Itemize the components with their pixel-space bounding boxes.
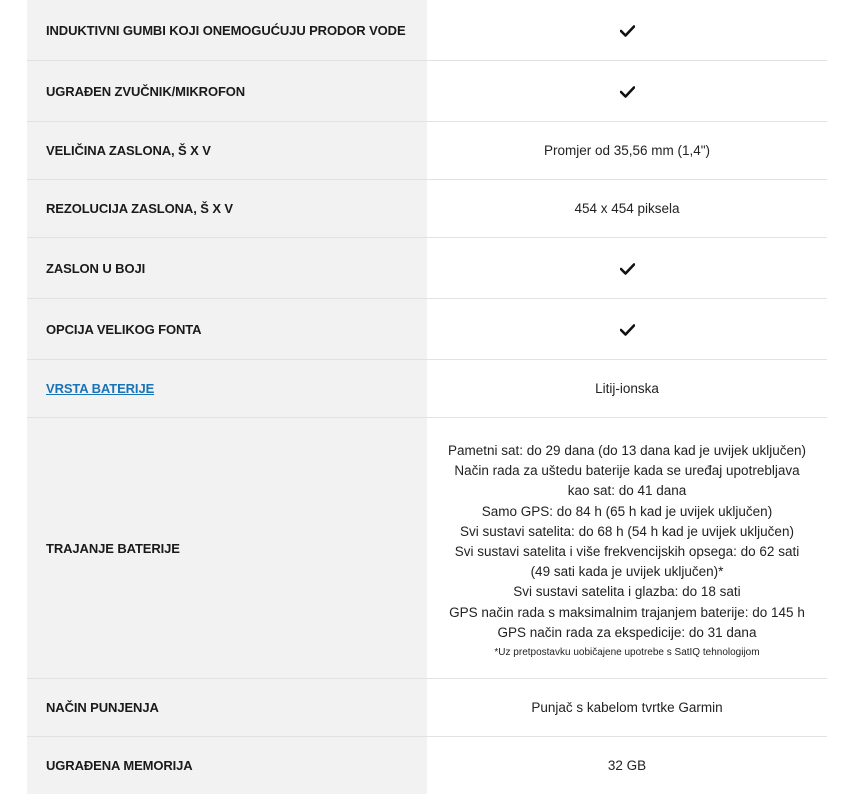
battery-life-line: Svi sustavi satelita i glazba: do 18 sati (513, 584, 741, 600)
spec-label-cell (27, 737, 427, 794)
spec-row-display-size (27, 122, 827, 180)
spec-row-display-resolution (27, 180, 827, 238)
spec-value-cell (427, 679, 827, 736)
spec-value: 32 GB (607, 757, 647, 773)
battery-life-line: Pametni sat: do 29 dana (do 13 dana kad je uvijek uključen) (448, 442, 806, 458)
spec-table (27, 0, 827, 794)
spec-value-cell (427, 0, 827, 60)
spec-label-cell (27, 418, 427, 678)
spec-label-cell (27, 61, 427, 121)
spec-row-waterproof-buttons (27, 0, 827, 61)
spec-label-cell (27, 679, 427, 736)
spec-label-cell (27, 180, 427, 237)
checkmark-icon (620, 24, 635, 37)
spec-label: OPCIJA VELIKOG FONTA (46, 321, 202, 337)
checkmark-icon (620, 85, 635, 98)
battery-life-line: GPS način rada za ekspedicije: do 31 dana (497, 624, 757, 640)
spec-label-cell (27, 299, 427, 359)
spec-value-cell (427, 737, 827, 794)
spec-label: UGRAĐENA MEMORIJA (46, 758, 193, 773)
spec-label-cell (27, 122, 427, 179)
spec-value-cell (427, 61, 827, 121)
spec-value-cell (427, 299, 827, 359)
battery-life-line: Svi sustavi satelita i više frekvencijskih opsega: do 62 sati (454, 544, 800, 559)
battery-life-line: GPS način rada s maksimalnim trajanjem baterije: do 145 h (449, 604, 805, 620)
spec-label: ZASLON U BOJI (46, 260, 146, 276)
spec-row-charging (27, 679, 827, 737)
spec-value-cell (427, 238, 827, 298)
spec-row-large-font (27, 299, 827, 360)
battery-life-line: kao sat: do 41 dana (567, 483, 687, 499)
spec-row-battery-type (27, 360, 827, 418)
spec-value-cell (427, 180, 827, 237)
spec-row-battery-life (27, 418, 827, 679)
battery-life-line: Samo GPS: do 84 h (65 h kad je uvijek uključen) (481, 503, 773, 519)
spec-label: NAČIN PUNJENJA (46, 700, 159, 715)
spec-value: Promjer od 35,56 mm (1,4") (543, 142, 711, 158)
spec-label-cell (27, 360, 427, 417)
checkmark-icon (620, 262, 635, 275)
battery-life-list (448, 435, 806, 661)
spec-value: 454 x 454 piksela (574, 200, 680, 216)
spec-row-memory (27, 737, 827, 794)
spec-value-cell (427, 122, 827, 179)
battery-life-line: Svi sustavi satelita: do 68 h (54 h kad je uvijek uključen) (460, 523, 794, 539)
battery-life-line: (49 sati kada je uvijek uključen)* (530, 564, 724, 580)
spec-value: Punjač s kabelom tvrtke Garmin (531, 699, 723, 715)
spec-label: TRAJANJE BATERIJE (46, 540, 180, 556)
spec-label: REZOLUCIJA ZASLONA, Š X V (46, 201, 233, 216)
spec-row-speaker-mic (27, 61, 827, 122)
spec-label: VELIČINA ZASLONA, Š X V (46, 143, 211, 158)
battery-life-line: Način rada za uštedu baterije kada se uređaj upotrebljava (454, 463, 800, 479)
spec-value-cell (427, 418, 827, 678)
spec-value-cell (427, 360, 827, 417)
battery-life-footnote: *Uz pretpostavku uobičajene upotrebe s SatIQ tehnologijom (494, 647, 760, 659)
spec-row-color-display (27, 238, 827, 299)
checkmark-icon (620, 323, 635, 336)
spec-label: INDUKTIVNI GUMBI KOJI ONEMOGUĆUJU PRODOR VODE (46, 22, 406, 38)
battery-type-link[interactable]: VRSTA BATERIJE (46, 381, 155, 396)
spec-value: Litij-ionska (595, 380, 659, 396)
spec-label: UGRAĐEN ZVUČNIK/MIKROFON (46, 83, 246, 99)
spec-label-cell (27, 238, 427, 298)
spec-label-cell (27, 0, 427, 60)
